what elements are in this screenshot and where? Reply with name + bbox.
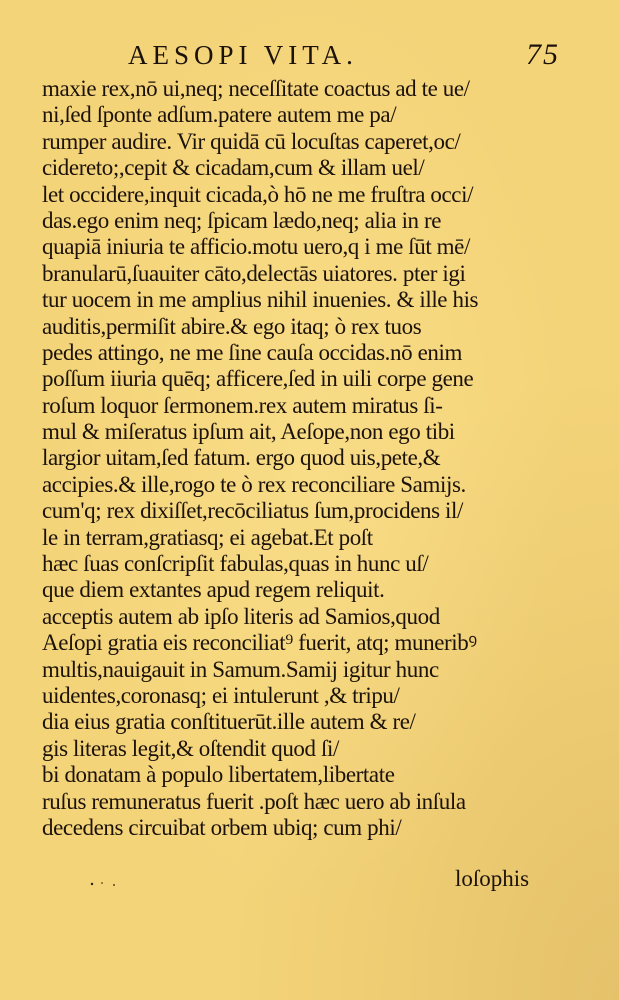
text-line: acceptis autem ab ipſo literis ad Samios,quod	[42, 603, 440, 629]
text-line: ruſus remuneratus fuerit .poſt hæc uero ab inſula	[42, 788, 466, 814]
text-line: rumper audire. Vir quidā cū locuſtas caperet,oc/	[42, 128, 461, 154]
text-line: maxie rex,nō ui,neq; neceſſitate coactus ad te ue/	[42, 76, 470, 101]
text-line: multis,nauigauit in Samum.Samij igitur hunc	[42, 656, 439, 682]
text-line: branularū,ſuauiter cāto,delectās uiatores. pter igi	[42, 260, 466, 286]
page-number: 75	[526, 38, 560, 71]
text-line: cum'q; rex dixiſſet,recōciliatus ſum,procidens il/	[42, 498, 464, 524]
text-line: poſſum iiuria quēq; afficere,ſed in uili corpe gene	[42, 366, 474, 392]
text-line: tur uocem in me amplius nihil inuenies. & ille his	[42, 287, 479, 313]
text-line: pedes attingo, ne me ſine cauſa occidas.nō enim	[42, 339, 462, 365]
running-head	[118, 36, 560, 76]
text-line: dia eius gratia conſtituerūt.ille autem & re/	[42, 709, 416, 735]
text-line: hæc ſuas conſcripſit fabulas,quas in hunc uſ/	[42, 551, 429, 577]
text-block	[42, 76, 552, 841]
running-title: AESOPI VITA.	[128, 40, 358, 70]
text-line: gis literas legit,& oſtendit quod ſi/	[42, 735, 339, 761]
text-line: le in terram,gratiasq; ei agebat.Et poſt	[42, 524, 373, 550]
text-line: mul & miſeratus ipſum ait, Aeſope,non ego tibi	[42, 419, 455, 445]
text-line: quapiā iniuria te afficio.motu uero,q i me ſūt mē/	[42, 234, 470, 260]
text-line: decedens circuibat orbem ubiq; cum phi/	[42, 814, 402, 840]
text-line: roſum loquor ſermonem.rex autem miratus ſi-	[42, 392, 443, 418]
text-line: let occidere,inquit cicada,ò hō ne me fruſtra occi/	[42, 181, 474, 207]
text-line: ni,ſed ſponte adſum.patere autem me pa/	[42, 102, 397, 128]
catchword: loſophis	[455, 866, 530, 891]
text-line: cidereto;,cepit & cicadam,cum & illam uel/	[42, 155, 425, 181]
text-line: das.ego enim neq; ſpicam lædo,neq; alia in re	[42, 207, 442, 233]
text-line: que diem extantes apud regem reliquit.	[42, 577, 385, 603]
text-line: auditis,permiſit abire.& ego itaq; ò rex tuos	[42, 313, 422, 339]
text-line: Aeſopi gratia eis reconciliat⁹ fuerit, atq; muneribꝰ	[42, 630, 477, 656]
text-line: uidentes,coronasq; ei intulerunt ,& tripu/	[42, 682, 400, 708]
ink-blot	[88, 880, 128, 888]
text-line: accipies.& ille,rogo te ò rex reconciliare Samijs.	[42, 471, 466, 497]
text-line: largior uitam,ſed fatum. ergo quod uis,pete,&	[42, 445, 441, 471]
text-line: bi donatam à populo libertatem,libertate	[42, 762, 395, 788]
